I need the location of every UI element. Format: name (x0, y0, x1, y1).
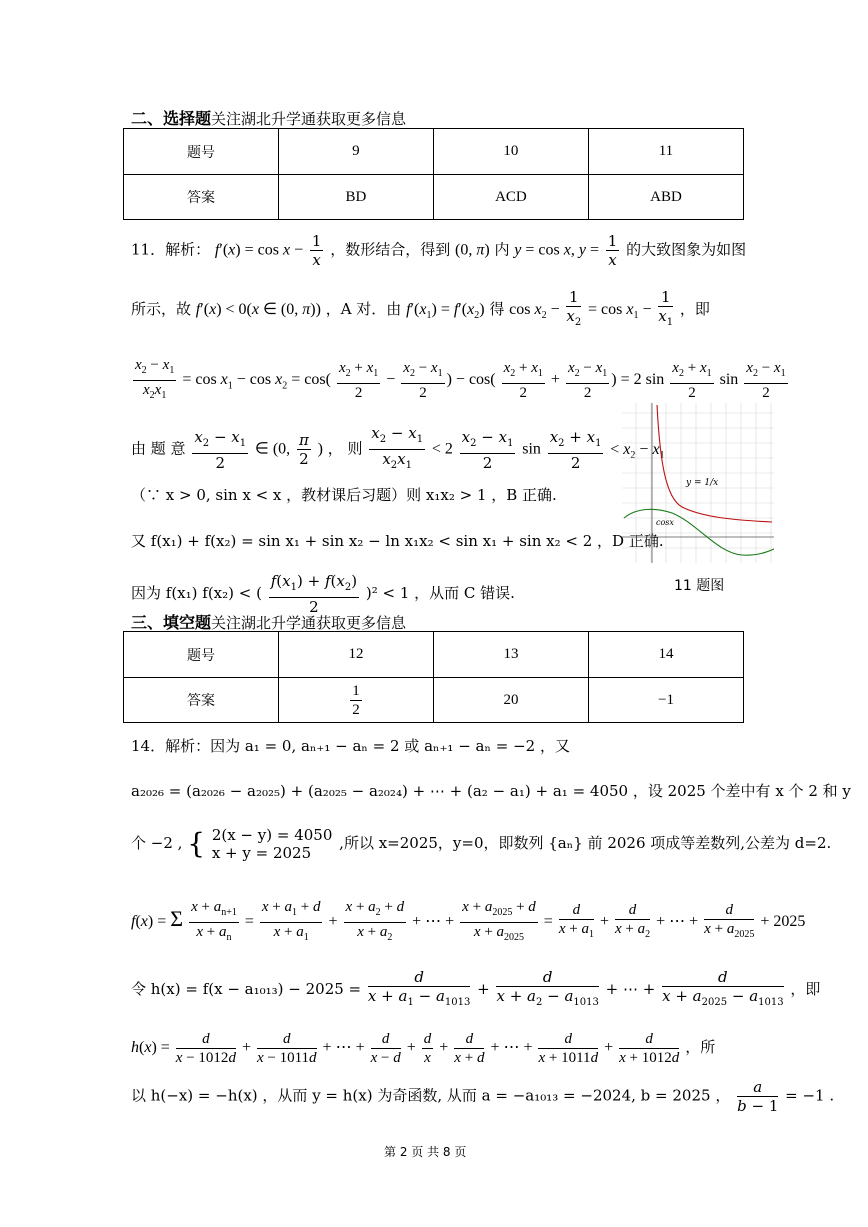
table-cell: 14 (588, 632, 743, 678)
table-header-label: 题号 (124, 632, 279, 678)
function-graph (622, 403, 774, 563)
answer-table-choice (123, 128, 744, 220)
fraction: $\frac{x_2 - x_1}{x_2x_1}$ (135, 357, 175, 401)
fraction: $\frac{1}{x_1}$ (658, 288, 674, 328)
fraction: $\frac{x_2 - x_1}{2}$ (194, 427, 247, 472)
fraction: $\frac{x_2 - x_1}{x_2x_1}$ (371, 424, 424, 471)
q11-line-6: 又 f(x₁) + f(x₂) = sin x₁ + sin x₂ − ln x₁x₂ < sin x₁ + sin x₂ < 2 ，D 正确. (131, 532, 664, 550)
system-eq-2: x + y = 2025 (211, 844, 312, 862)
fraction: $\frac{1}{x}$ (607, 232, 618, 269)
answer-table-fill (123, 631, 744, 723)
section-fill-title: 三、填空题 (131, 613, 212, 632)
text: ，所 (685, 1040, 716, 1057)
text: ，数形结合，得到 (330, 240, 451, 259)
fraction: $\frac{1}{x_2}$ (566, 288, 582, 328)
table-cell: 11 (588, 129, 743, 175)
q11-equation: $\frac{x_2 - x_1}{x_2x_1}$ = $\cos x_1 - \cos x_2 = \cos$( $\frac{x_2 + x_1}{2}$ − $\frac{x_2 - x_1}{2}$ ) − cos( $\frac{x_2 + x_1}{2}$ + $\frac{x_2 - x_1}{2}$ ) = 2 sin $\frac{x_2 + x_1}{2}$ sin $\frac{x_2 - x_1}{2}$ (131, 356, 790, 405)
table-cell (278, 678, 433, 723)
text: = −1 . (785, 1086, 835, 1105)
q11-line-1: 11．解析： f′(x) = cos x − $\frac{1}{x}$ ，数形结合，得到 (0, π) 内 y = cos x, y = $\frac{1}{x}$ 的大致图象为如图 (131, 232, 747, 269)
section-choice-heading (131, 106, 406, 129)
q11-line-2: 所示，故 f′(x) < 0(x ∈ (0, π)) ，A 对．由 $f'(x_1) = f'(x_2)$ 得 $\cos x_2$ − $\frac{1}{x_2}$ = $\cos x_1$ − $\frac{1}{x_1}$ ，即 (131, 288, 710, 332)
q14-line-7: 以 h(−x) = −h(x) ，从而 y = h(x) 为奇函数, 从而 a = −a₁₀₁₃ = −2024, b = 2025 ， $\frac{a}{b - 1}$ = −1 . (131, 1078, 835, 1115)
q14-hx-equation: h(x) = $\frac{d}{x - 1012d}$ + $\frac{d}{x - 1011d}$ + ⋯ + $\frac{d}{x - d}$ + $\frac{d}{x}$ + $\frac{d}{x + d}$ + ⋯ + $\frac{d}{x + 1011d}$ + $\frac{d}{x + 1012d}$ ，所 (131, 1031, 716, 1066)
q11-figure (622, 403, 774, 563)
figure-caption: 11 题图 (674, 578, 725, 594)
fraction: $\frac{f(x_1) + f(x_2)}{2}$ (270, 572, 358, 616)
text: 以 h(−x) = −h(x) ，从而 y = h(x) 为奇函数, 从而 a = −a₁₀₁₃ = −2024, b = 2025 ， (131, 1086, 731, 1105)
text: 由 题 意 (131, 439, 186, 458)
q11-line-5: （∵ x > 0, sin x < x ，教材课后习题）则 x₁x₂ > 1 ，B 正确. (131, 486, 557, 504)
q14-line-5: 令 h(x) = f(x − a₁₀₁₃) − 2025 = $\frac{d}{x + a_1 - a_{1013}}$ + $\frac{d}{x + a_2 - a_{1013}}$ + ⋯ + $\frac{d}{x + a_{2025} - a_{1013}}$ ，即 (131, 968, 821, 1008)
text: 内 (494, 240, 510, 259)
table-cell: 12 (278, 632, 433, 678)
section-fill-note: 关注湖北升学通获取更多信息 (211, 614, 407, 632)
table-cell: 9 (278, 129, 433, 175)
fraction-numerator: 1 (352, 682, 360, 699)
text: 令 h(x) = f(x − a₁₀₁₃) − 2025 = (131, 980, 362, 998)
q14-line-2: a₂₀₂₆ = (a₂₀₂₆ − a₂₀₂₅) + (a₂₀₂₅ − a₂₀₂₄) + ⋯ + (a₂ − a₁) + a₁ = 4050 ，设 2025 个差中有 x 个 2 和 y (131, 782, 851, 800)
text: 得 (489, 300, 505, 318)
fraction: $\frac{1}{x}$ (311, 232, 322, 269)
table-cell: ACD (433, 175, 588, 220)
text: 因为 f(x₁) f(x₂) < ( (131, 584, 262, 602)
q11-line-4: 由 题 意 $\frac{x_2 - x_1}{2}$ ∈ (0, $\frac{\pi}{2}$ ) ， 则 $\frac{x_2 - x_1}{x_2x_1}$ < 2 $\frac{x_2 - x_1}{2}$ sin $\frac{x_2 + x_1}{2}$ < $x_2 - x_1$ (131, 424, 665, 475)
text: 所示，故 (131, 300, 192, 318)
table-cell: BD (278, 175, 433, 220)
text: 的大致图象为如图 (626, 240, 747, 259)
page-footer: 第 2 页 共 8 页 (384, 1145, 467, 1159)
table-header-label: 题号 (124, 129, 279, 175)
q14-fx-equation: f(x) = Σ $\frac{x + a_{n+1}}{x + a_n}$ = $\frac{x + a_1 + d}{x + a_1}$ + $\frac{x + a_2 + d}{x + a_2}$ + ⋯ + $\frac{x + a_{2025} + d}{x + a_{2025}}$ = $\frac{d}{x + a_1}$ + $\frac{d}{x + a_2}$ + ⋯ + $\frac{d}{x + a_{2025}}$ + 2025 (131, 899, 806, 943)
table-cell: ABD (588, 175, 743, 220)
q11-label: 11．解析： (131, 240, 211, 259)
text: )² < 1 ，从而 C 错误. (365, 584, 515, 602)
table-cell: 13 (433, 632, 588, 678)
text: ,所以 x=2025，y=0，即数列 {aₙ} 前 2026 项成等差数列,公差为 d=2. (339, 834, 832, 852)
table-answer-label: 答案 (124, 175, 279, 220)
section-choice-title: 二、选择题 (131, 109, 212, 128)
reciprocal-curve (657, 405, 772, 522)
fraction: $\frac{\pi}{2}$ (298, 431, 309, 468)
text: ，A 对．由 (325, 300, 402, 318)
text: ，即 (679, 300, 710, 318)
table-answer-label: 答案 (124, 678, 279, 723)
text: ， 则 (327, 439, 363, 458)
system-eq-1: 2(x − y) = 4050 (211, 826, 333, 844)
table-cell: 10 (433, 129, 588, 175)
graph-label-recip: y = 1/x (686, 478, 719, 488)
section-choice-note: 关注湖北升学通获取更多信息 (211, 110, 407, 128)
table-cell: −1 (588, 678, 743, 723)
text: 个 −2 , (131, 834, 183, 852)
q14-line-1: 14．解析：因为 a₁ = 0, aₙ₊₁ − aₙ = 2 或 aₙ₊₁ − aₙ = −2 ，又 (131, 737, 570, 755)
q14-line-3: 个 −2 , { 2(x − y) = 4050 x + y = 2025 ,所以 x=2025，y=0，即数列 {aₙ} 前 2026 项成等差数列,公差为 d=2. (131, 826, 832, 862)
text: ，即 (790, 980, 821, 998)
section-fill-heading (131, 610, 406, 633)
table-cell: 20 (433, 678, 588, 723)
fraction-denominator: 2 (352, 701, 360, 718)
graph-label-cos: cosx (656, 518, 674, 527)
